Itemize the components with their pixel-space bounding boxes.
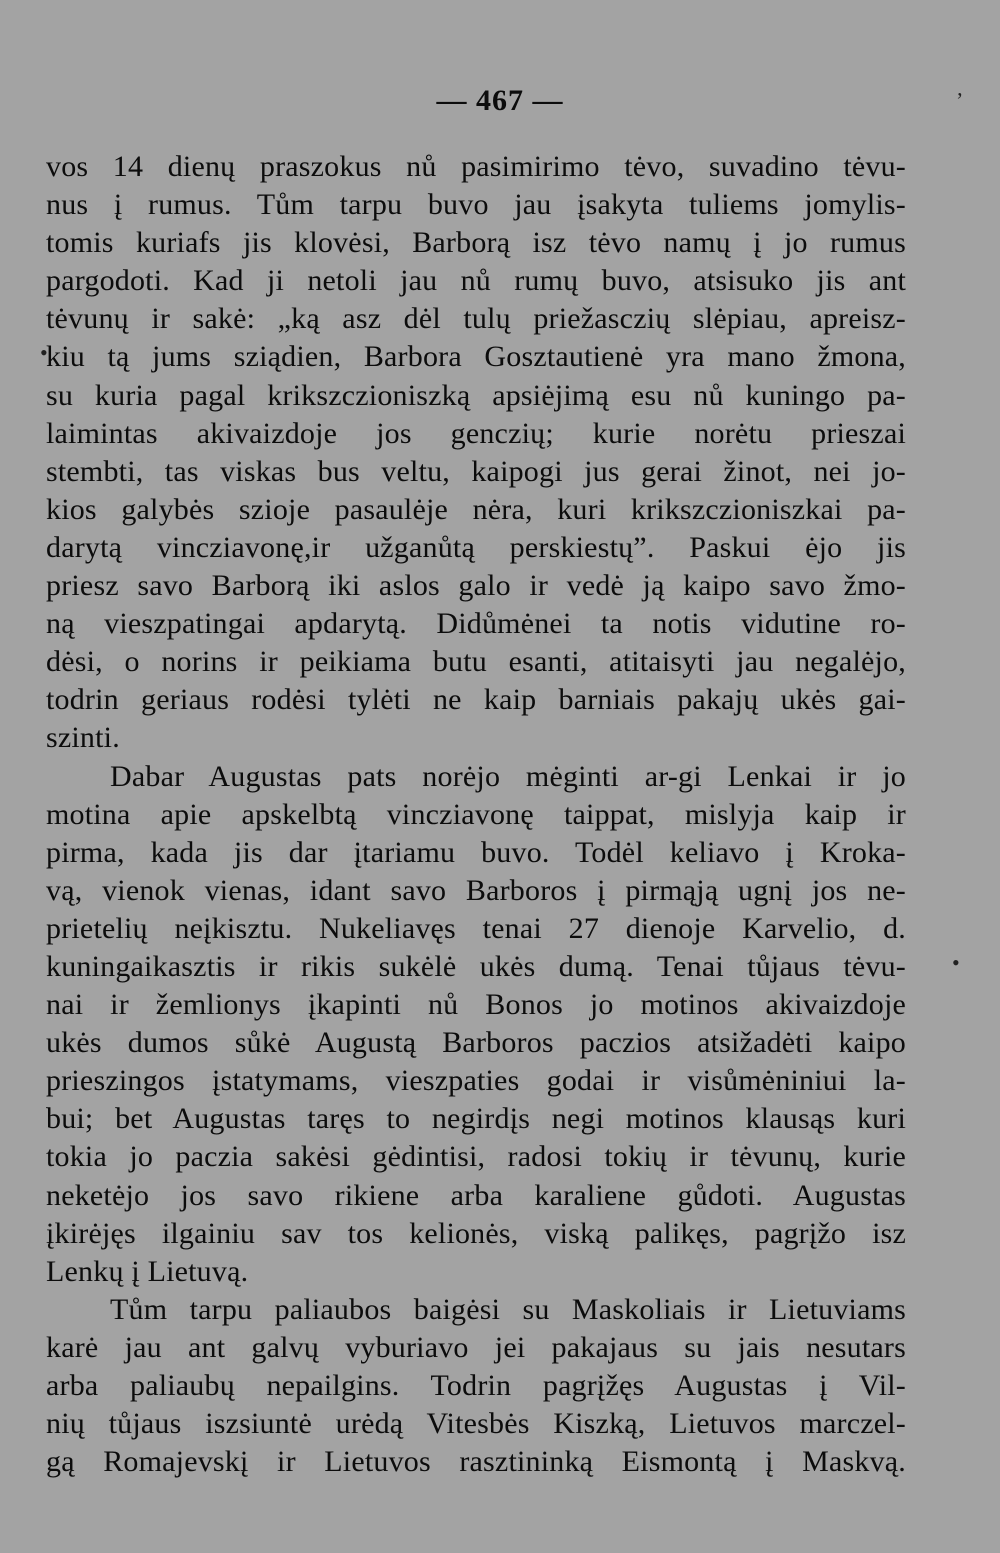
text-line: priesz savo Barborą iki aslos galo ir vedė ją kaipo savo žmo- (46, 569, 906, 603)
text-line: arba paliaubų nepailgins. Todrin pagrįžęs Augustas į Vil- (46, 1369, 906, 1402)
text-line: gą Romajevskį ir Lietuvos rasztininką Eismontą į Maskvą. (46, 1445, 906, 1479)
text-line: karė jau ant galvų vyburiavo jei pakajaus su jais nesutars (46, 1330, 906, 1364)
text-line: su kuria pagal krikszczioniszką apsiėjimą esu nů kuningo pa- (46, 378, 906, 412)
text-line: ukės dumos sůkė Augustą Barboros paczios atsižadėti kaipo (46, 1026, 906, 1060)
text-line: kios galybės szioje pasaulėje nėra, kuri krikszczioniszkai pa- (46, 492, 906, 526)
text-line: prieszingos įstatymams, vieszpaties godai ir visůmėniniui la- (46, 1064, 906, 1098)
text-line: kiu tą jums sziądien, Barbora Gosztautienė yra mano žmona, (46, 340, 906, 374)
text-line: ną vieszpatingai apdarytą. Didůmėnei ta notis vidutine ro- (46, 607, 906, 641)
margin-mark: ʼ (956, 88, 964, 113)
text-line: neketėjo jos savo rikiene arba karaliene gůdoti. Augustas (46, 1178, 906, 1212)
page-number: — 467 — (436, 84, 564, 117)
text-line: Dabar Augustas pats norėjo mėginti ar-gi Lenkai ir jo (110, 759, 906, 793)
text-line: bui; bet Augustas taręs to negirdįs negi motinos klausąs kuri (46, 1102, 906, 1136)
margin-mark: • (952, 950, 960, 975)
text-line: szinti. (46, 721, 120, 755)
text-line: Tům tarpu paliaubos baigėsi su Maskoliais ir Lietuviams (110, 1292, 906, 1326)
text-line: todrin geriaus rodėsi tylėti ne kaip barniais pakajų ukės gai- (46, 683, 906, 717)
text-line: tomis kuriafs jis klovėsi, Barborą isz tėvo namų į jo rumus (46, 226, 906, 260)
body-text (46, 148, 906, 1481)
text-line: Lenkų į Lietuvą. (46, 1254, 249, 1288)
text-line: pirma, kada jis dar įtariamu buvo. Todėl keliavo į Kroka- (46, 835, 906, 869)
text-line: įkirėjęs ilgainiu sav tos kelionės, viską palikęs, pagrįžo isz (46, 1216, 906, 1250)
text-line: nių tůjaus iszsiuntė urėdą Vitesbės Kiszką, Lietuvos marczel- (46, 1407, 906, 1441)
text-line: stembti, tas viskas bus veltu, kaipogi jus gerai žinot, nei jo- (46, 454, 906, 488)
text-line: nus į rumus. Tům tarpu buvo jau įsakyta tuliems jomylis- (46, 188, 906, 222)
text-line: kuningaikasztis ir rikis sukėlė ukės dumą. Tenai tůjaus tėvu- (46, 949, 906, 983)
text-line: laimintas akivaizdoje jos genczių; kurie norėtu prieszai (46, 416, 906, 450)
text-line: prietelių neįkisztu. Nukeliavęs tenai 27 dienoje Karvelio, d. (46, 911, 906, 945)
text-line: darytą vincziavonę,ir užganůtą perskiestų”. Paskui ėjo jis (46, 530, 906, 564)
text-line: dėsi, o norins ir peikiama butu esanti, atitaisyti jau negalėjo, (46, 645, 906, 679)
text-line: motina apie apskelbtą vincziavonę taippat, mislyja kaip ir (46, 797, 906, 831)
text-line: pargodoti. Kad ji netoli jau nů rumų buvo, atsisuko jis ant (46, 264, 906, 298)
text-line: vos 14 dienų praszokus nů pasimirimo tėvo, suvadino tėvu- (46, 150, 906, 183)
text-line: vą, vienok vienas, idant savo Barboros į pirmąją ugnį jos ne- (46, 873, 906, 907)
text-line: tėvunų ir sakė: „ką asz dėl tulų priežasczių slėpiau, apreisz- (46, 302, 906, 336)
text-line: nai ir žemlionys įkapinti nů Bonos jo motinos akivaizdoje (46, 988, 906, 1022)
margin-mark: • (40, 340, 48, 365)
text-line: tokia jo paczia sakėsi gėdintisi, radosi tokių ir tėvunų, kurie (46, 1140, 906, 1174)
